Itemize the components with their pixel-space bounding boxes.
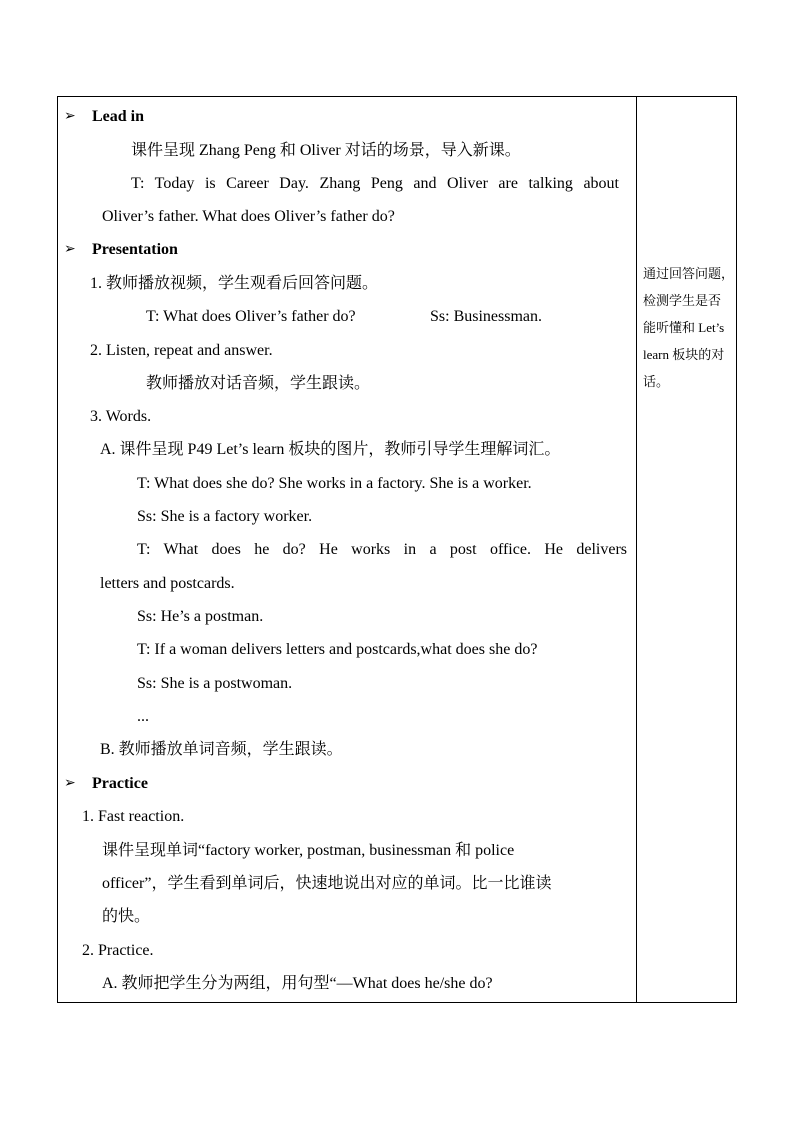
- practice-item-1-line-1: 课件呈现单词“factory worker, postman, businessman 和 police: [102, 842, 515, 859]
- words-a-students-2: Ss: He’s a postman.: [137, 608, 264, 625]
- practice-item-2-a: A. 教师把学生分为两组，用句型“—What does he/she do?: [102, 975, 493, 992]
- practice-item-1-line-3: 的快。: [102, 908, 151, 925]
- side-note-line-4: learn 板块的对: [643, 347, 725, 362]
- presentation-heading: Presentation: [92, 241, 178, 258]
- practice-heading: Practice: [92, 775, 148, 792]
- words-a-text: A. 课件呈现 P49 Let’s learn 板块的图片，教师引导学生理解词汇。: [100, 441, 561, 458]
- side-note-line-2: 检测学生是否: [643, 293, 722, 308]
- side-note: [643, 260, 735, 395]
- presentation-item-2: 2. Listen, repeat and answer.: [90, 342, 273, 359]
- words-b-text: B. 教师播放单词音频，学生跟读。: [100, 741, 343, 758]
- words-a-teacher-2a: T: What does he do? He works in a post office. He delivers: [137, 541, 627, 558]
- words-a-teacher-2b: letters and postcards.: [100, 575, 235, 592]
- lead-in-line-3: Oliver’s father. What does Oliver’s father do?: [102, 208, 395, 225]
- words-a-teacher-3: T: If a woman delivers letters and postcards,what does she do?: [137, 641, 538, 658]
- presentation-item-1: 1. 教师播放视频，学生观看后回答问题。: [90, 275, 379, 292]
- presentation-item-1-answer: Ss: Businessman.: [430, 308, 543, 325]
- lead-in-line-1: 课件呈现 Zhang Peng 和 Oliver 对话的场景，导入新课。: [131, 142, 521, 159]
- arrow-bullet-icon: ➢: [64, 242, 76, 257]
- practice-item-1-line-2: officer”，学生看到单词后，快速地说出对应的单词。比一比谁读: [102, 875, 552, 892]
- practice-item-1: 1. Fast reaction.: [82, 808, 185, 825]
- arrow-bullet-icon: ➢: [64, 776, 76, 791]
- presentation-item-1-question: T: What does Oliver’s father do?: [146, 308, 356, 325]
- presentation-item-2-text: 教师播放对话音频，学生跟读。: [146, 375, 371, 392]
- arrow-bullet-icon: ➢: [64, 109, 76, 124]
- lead-in-heading: Lead in: [92, 108, 145, 125]
- side-note-line-1: 通过回答问题，: [643, 266, 735, 281]
- lead-in-line-2: T: Today is Career Day. Zhang Peng and Oliver are talking about: [131, 175, 619, 192]
- words-a-ellipsis: ...: [137, 708, 149, 725]
- side-note-line-3: 能听懂和 Let’s: [643, 320, 725, 335]
- words-a-students-1: Ss: She is a factory worker.: [137, 508, 313, 525]
- words-a-teacher-1: T: What does she do? She works in a factory. She is a worker.: [137, 475, 532, 492]
- words-a-students-3: Ss: She is a postwoman.: [137, 675, 293, 692]
- side-note-line-5: 话。: [643, 374, 670, 389]
- presentation-item-3: 3. Words.: [90, 408, 152, 425]
- practice-item-2: 2. Practice.: [82, 942, 154, 959]
